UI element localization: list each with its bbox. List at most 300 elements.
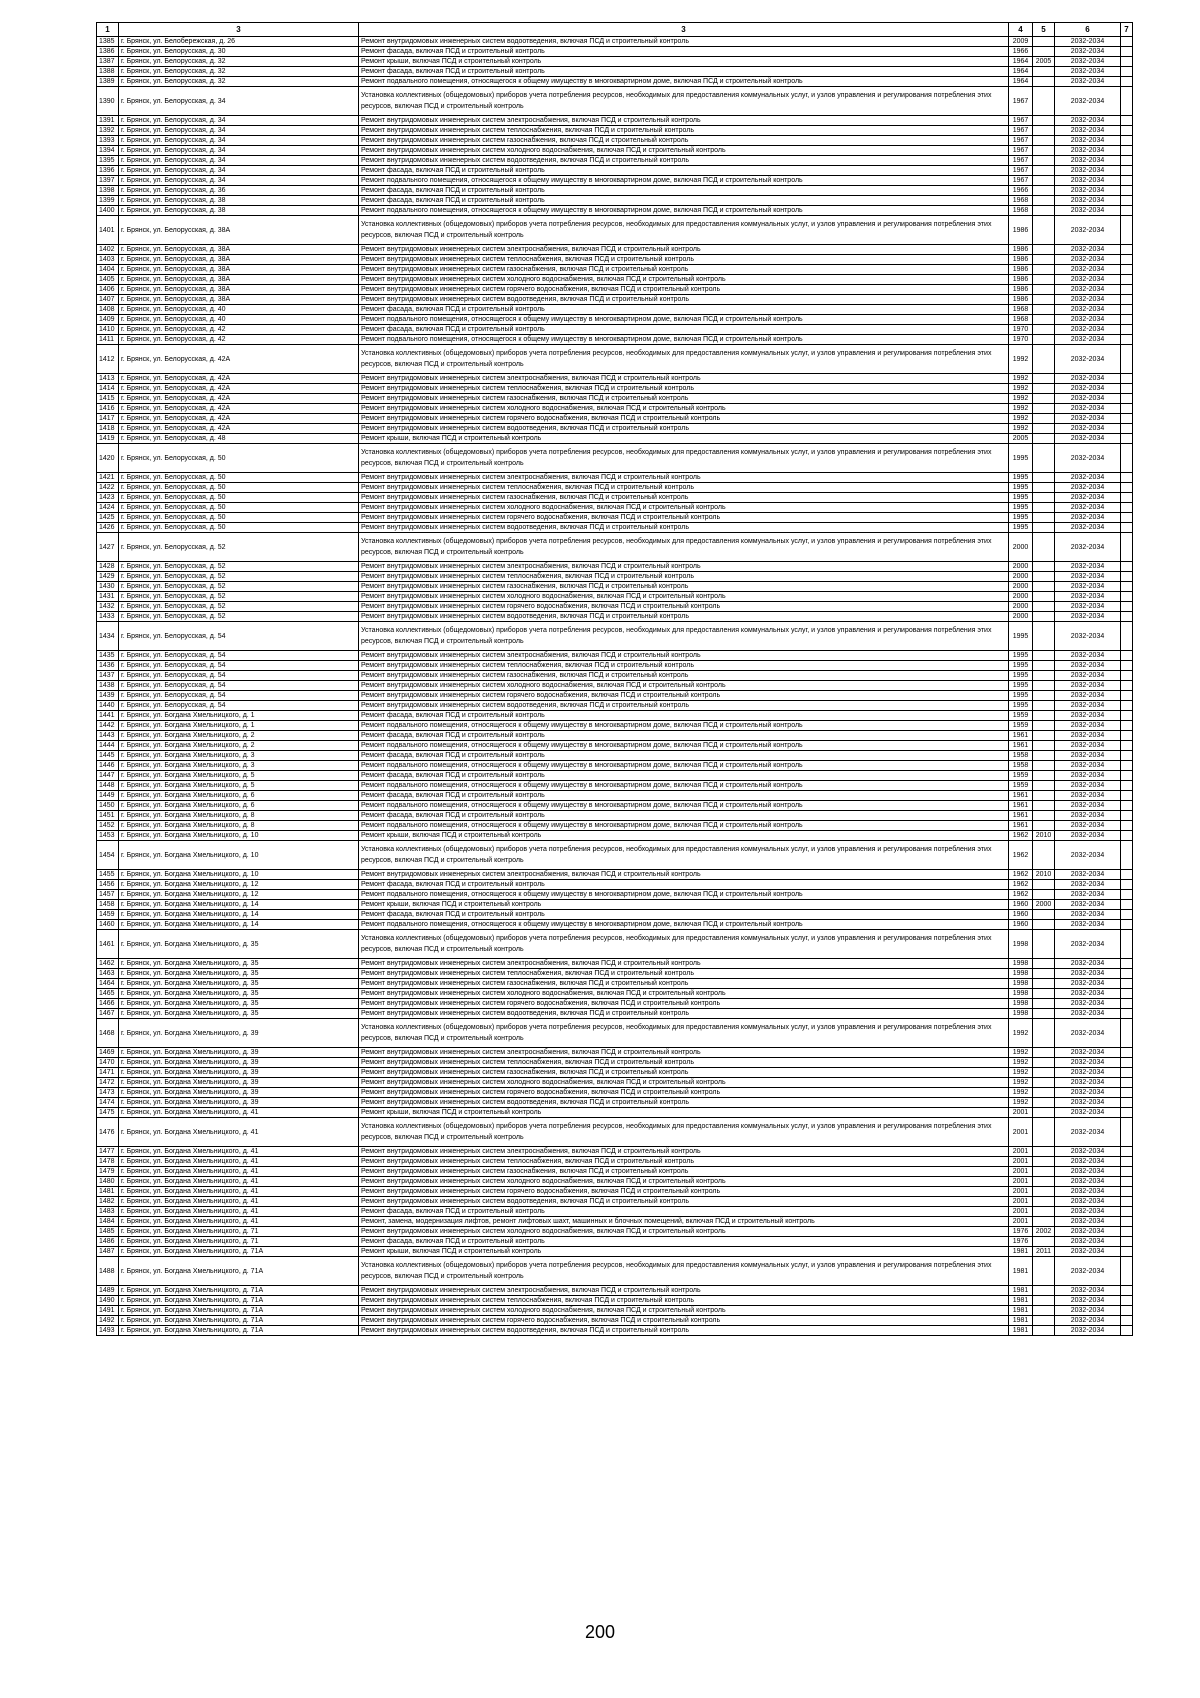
- year-built-cell: 1960: [1009, 910, 1033, 920]
- work-type-cell: Ремонт подвального помещения, относящегося к общему имуществу в многоквартирном доме, включая ПСД и строительный контроль: [359, 741, 1009, 751]
- extra-cell: [1121, 245, 1133, 255]
- address-cell: г. Брянск, ул. Богдана Хмельницкого, д. 35: [119, 969, 359, 979]
- work-type-cell: Ремонт внутридомовых инженерных систем теплоснабжения, включая ПСД и строительный контроль: [359, 969, 1009, 979]
- table-row: [97, 1048, 1133, 1058]
- address-cell: г. Брянск, ул. Белорусская, д. 34: [119, 87, 359, 116]
- planned-period-cell: 2032-2034: [1055, 513, 1121, 523]
- table-row: [97, 57, 1133, 67]
- planned-period-cell: 2032-2034: [1055, 681, 1121, 691]
- extra-cell: [1121, 404, 1133, 414]
- year-last-repair-cell: [1033, 612, 1055, 622]
- table-row: [97, 841, 1133, 870]
- extra-cell: [1121, 870, 1133, 880]
- row-number-cell: 1471: [97, 1068, 119, 1078]
- planned-period-cell: 2032-2034: [1055, 116, 1121, 126]
- row-number-cell: 1412: [97, 345, 119, 374]
- year-built-cell: 2001: [1009, 1167, 1033, 1177]
- table-row: [97, 47, 1133, 57]
- planned-period-cell: 2032-2034: [1055, 156, 1121, 166]
- row-number-cell: 1396: [97, 166, 119, 176]
- address-cell: г. Брянск, ул. Белорусская, д. 38А: [119, 265, 359, 275]
- year-built-cell: 1998: [1009, 989, 1033, 999]
- year-built-cell: 1961: [1009, 811, 1033, 821]
- year-last-repair-cell: [1033, 711, 1055, 721]
- row-number-cell: 1455: [97, 870, 119, 880]
- planned-period-cell: 2032-2034: [1055, 1247, 1121, 1257]
- planned-period-cell: 2032-2034: [1055, 1227, 1121, 1237]
- row-number-cell: 1433: [97, 612, 119, 622]
- work-type-cell: Установка коллективных (общедомовых) приборов учета потребления ресурсов, необходимых для предоставления коммунальных услуг, и узлов управления и регулирования потребления этих ресурсов, включая ПСД и строительный контроль: [359, 841, 1009, 870]
- year-built-cell: 1967: [1009, 116, 1033, 126]
- planned-period-cell: 2032-2034: [1055, 1316, 1121, 1326]
- year-last-repair-cell: [1033, 1118, 1055, 1147]
- table-row: [97, 206, 1133, 216]
- work-type-cell: Ремонт фасада, включая ПСД и строительный контроль: [359, 186, 1009, 196]
- row-number-cell: 1444: [97, 741, 119, 751]
- table-row: [97, 1078, 1133, 1088]
- year-last-repair-cell: [1033, 1048, 1055, 1058]
- year-last-repair-cell: [1033, 1108, 1055, 1118]
- year-last-repair-cell: [1033, 1296, 1055, 1306]
- planned-period-cell: 2032-2034: [1055, 394, 1121, 404]
- year-built-cell: 1992: [1009, 394, 1033, 404]
- address-cell: г. Брянск, ул. Богдана Хмельницкого, д. 71А: [119, 1286, 359, 1296]
- table-row: [97, 1286, 1133, 1296]
- year-last-repair-cell: [1033, 493, 1055, 503]
- extra-cell: [1121, 136, 1133, 146]
- year-built-cell: 1992: [1009, 1068, 1033, 1078]
- address-cell: г. Брянск, ул. Белорусская, д. 42А: [119, 394, 359, 404]
- table-row: [97, 612, 1133, 622]
- year-built-cell: 1995: [1009, 681, 1033, 691]
- address-cell: г. Брянск, ул. Богдана Хмельницкого, д. 12: [119, 890, 359, 900]
- table-row: [97, 1316, 1133, 1326]
- year-last-repair-cell: [1033, 384, 1055, 394]
- table-row: [97, 761, 1133, 771]
- planned-period-cell: 2032-2034: [1055, 1167, 1121, 1177]
- row-number-cell: 1385: [97, 37, 119, 47]
- year-last-repair-cell: [1033, 77, 1055, 87]
- address-cell: г. Брянск, ул. Белорусская, д. 52: [119, 562, 359, 572]
- address-cell: г. Брянск, ул. Богдана Хмельницкого, д. 8: [119, 821, 359, 831]
- planned-period-cell: 2032-2034: [1055, 176, 1121, 186]
- year-last-repair-cell: [1033, 394, 1055, 404]
- row-number-cell: 1457: [97, 890, 119, 900]
- planned-period-cell: 2032-2034: [1055, 989, 1121, 999]
- year-built-cell: 2001: [1009, 1118, 1033, 1147]
- year-built-cell: 2000: [1009, 592, 1033, 602]
- work-type-cell: Ремонт внутридомовых инженерных систем водоотведения, включая ПСД и строительный контроль: [359, 1326, 1009, 1336]
- planned-period-cell: 2032-2034: [1055, 582, 1121, 592]
- work-type-cell: Установка коллективных (общедомовых) приборов учета потребления ресурсов, необходимых для предоставления коммунальных услуг, и узлов управления и регулирования потребления этих ресурсов, включая ПСД и строительный контроль: [359, 345, 1009, 374]
- table-row: [97, 1009, 1133, 1019]
- work-type-cell: Ремонт внутридомовых инженерных систем горячего водоснабжения, включая ПСД и строительный контроль: [359, 414, 1009, 424]
- extra-cell: [1121, 1078, 1133, 1088]
- extra-cell: [1121, 523, 1133, 533]
- work-type-cell: Ремонт внутридомовых инженерных систем водоотведения, включая ПСД и строительный контроль: [359, 612, 1009, 622]
- planned-period-cell: 2032-2034: [1055, 930, 1121, 959]
- table-row: [97, 1068, 1133, 1078]
- work-type-cell: Ремонт внутридомовых инженерных систем электроснабжения, включая ПСД и строительный контроль: [359, 1147, 1009, 1157]
- year-last-repair-cell: [1033, 801, 1055, 811]
- planned-period-cell: 2032-2034: [1055, 1197, 1121, 1207]
- row-number-cell: 1469: [97, 1048, 119, 1058]
- planned-period-cell: 2032-2034: [1055, 295, 1121, 305]
- planned-period-cell: 2032-2034: [1055, 1118, 1121, 1147]
- year-built-cell: 2001: [1009, 1177, 1033, 1187]
- year-built-cell: 2000: [1009, 572, 1033, 582]
- address-cell: г. Брянск, ул. Богдана Хмельницкого, д. 41: [119, 1177, 359, 1187]
- address-cell: г. Брянск, ул. Богдана Хмельницкого, д. 14: [119, 920, 359, 930]
- row-number-cell: 1466: [97, 999, 119, 1009]
- extra-cell: [1121, 424, 1133, 434]
- address-cell: г. Брянск, ул. Белорусская, д. 50: [119, 473, 359, 483]
- row-number-cell: 1405: [97, 275, 119, 285]
- row-number-cell: 1460: [97, 920, 119, 930]
- planned-period-cell: 2032-2034: [1055, 592, 1121, 602]
- table-row: [97, 1098, 1133, 1108]
- work-type-cell: Ремонт подвального помещения, относящегося к общему имуществу в многоквартирном доме, включая ПСД и строительный контроль: [359, 315, 1009, 325]
- planned-period-cell: 2032-2034: [1055, 57, 1121, 67]
- year-last-repair-cell: [1033, 1286, 1055, 1296]
- extra-cell: [1121, 305, 1133, 315]
- address-cell: г. Брянск, ул. Белорусская, д. 54: [119, 661, 359, 671]
- planned-period-cell: 2032-2034: [1055, 791, 1121, 801]
- planned-period-cell: 2032-2034: [1055, 1217, 1121, 1227]
- year-built-cell: 1962: [1009, 880, 1033, 890]
- address-cell: г. Брянск, ул. Белорусская, д. 38А: [119, 216, 359, 245]
- year-last-repair-cell: [1033, 156, 1055, 166]
- table-row: [97, 811, 1133, 821]
- year-built-cell: 1995: [1009, 523, 1033, 533]
- work-type-cell: Ремонт фасада, включая ПСД и строительный контроль: [359, 325, 1009, 335]
- work-type-cell: Ремонт фасада, включая ПСД и строительный контроль: [359, 1207, 1009, 1217]
- year-built-cell: 1981: [1009, 1247, 1033, 1257]
- row-number-cell: 1492: [97, 1316, 119, 1326]
- extra-cell: [1121, 126, 1133, 136]
- work-type-cell: Ремонт подвального помещения, относящегося к общему имуществу в многоквартирном доме, включая ПСД и строительный контроль: [359, 77, 1009, 87]
- work-type-cell: Ремонт внутридомовых инженерных систем газоснабжения, включая ПСД и строительный контроль: [359, 671, 1009, 681]
- year-built-cell: 1970: [1009, 335, 1033, 345]
- planned-period-cell: 2032-2034: [1055, 622, 1121, 651]
- planned-period-cell: 2032-2034: [1055, 265, 1121, 275]
- address-cell: г. Брянск, ул. Белорусская, д. 34: [119, 176, 359, 186]
- extra-cell: [1121, 434, 1133, 444]
- year-last-repair-cell: [1033, 473, 1055, 483]
- row-number-cell: 1389: [97, 77, 119, 87]
- year-built-cell: 1967: [1009, 126, 1033, 136]
- work-type-cell: Ремонт внутридомовых инженерных систем водоотведения, включая ПСД и строительный контроль: [359, 37, 1009, 47]
- table-row: [97, 493, 1133, 503]
- planned-period-cell: 2032-2034: [1055, 562, 1121, 572]
- table-row: [97, 910, 1133, 920]
- row-number-cell: 1420: [97, 444, 119, 473]
- year-last-repair-cell: 2005: [1033, 57, 1055, 67]
- row-number-cell: 1489: [97, 1286, 119, 1296]
- extra-cell: [1121, 216, 1133, 245]
- planned-period-cell: 2032-2034: [1055, 483, 1121, 493]
- extra-cell: [1121, 394, 1133, 404]
- extra-cell: [1121, 47, 1133, 57]
- year-last-repair-cell: [1033, 920, 1055, 930]
- address-cell: г. Брянск, ул. Белорусская, д. 50: [119, 493, 359, 503]
- work-type-cell: Ремонт внутридомовых инженерных систем водоотведения, включая ПСД и строительный контроль: [359, 1009, 1009, 1019]
- year-last-repair-cell: [1033, 116, 1055, 126]
- year-built-cell: 1995: [1009, 691, 1033, 701]
- work-type-cell: Установка коллективных (общедомовых) приборов учета потребления ресурсов, необходимых для предоставления коммунальных услуг, и узлов управления и регулирования потребления этих ресурсов, включая ПСД и строительный контроль: [359, 444, 1009, 473]
- planned-period-cell: 2032-2034: [1055, 969, 1121, 979]
- row-number-cell: 1451: [97, 811, 119, 821]
- row-number-cell: 1485: [97, 1227, 119, 1237]
- planned-period-cell: 2032-2034: [1055, 751, 1121, 761]
- extra-cell: [1121, 37, 1133, 47]
- planned-period-cell: 2032-2034: [1055, 999, 1121, 1009]
- year-last-repair-cell: [1033, 1187, 1055, 1197]
- address-cell: г. Брянск, ул. Богдана Хмельницкого, д. 35: [119, 1009, 359, 1019]
- address-cell: г. Брянск, ул. Белобережская, д. 26: [119, 37, 359, 47]
- year-built-cell: 1992: [1009, 1019, 1033, 1048]
- work-type-cell: Ремонт подвального помещения, относящегося к общему имуществу в многоквартирном доме, включая ПСД и строительный контроль: [359, 890, 1009, 900]
- table-row: [97, 880, 1133, 890]
- work-type-cell: Ремонт внутридомовых инженерных систем электроснабжения, включая ПСД и строительный контроль: [359, 562, 1009, 572]
- work-type-cell: Ремонт подвального помещения, относящегося к общему имуществу в многоквартирном доме, включая ПСД и строительный контроль: [359, 206, 1009, 216]
- year-built-cell: 1960: [1009, 920, 1033, 930]
- table-row: [97, 1257, 1133, 1286]
- year-built-cell: 1992: [1009, 414, 1033, 424]
- table-row: [97, 1247, 1133, 1257]
- year-last-repair-cell: [1033, 651, 1055, 661]
- year-built-cell: 1986: [1009, 216, 1033, 245]
- work-type-cell: Ремонт внутридомовых инженерных систем холодного водоснабжения, включая ПСД и строительный контроль: [359, 404, 1009, 414]
- year-last-repair-cell: [1033, 1177, 1055, 1187]
- table-row: [97, 37, 1133, 47]
- address-cell: г. Брянск, ул. Богдана Хмельницкого, д. 10: [119, 841, 359, 870]
- year-built-cell: 1961: [1009, 741, 1033, 751]
- planned-period-cell: 2032-2034: [1055, 890, 1121, 900]
- address-cell: г. Брянск, ул. Богдана Хмельницкого, д. 41: [119, 1197, 359, 1207]
- planned-period-cell: 2032-2034: [1055, 831, 1121, 841]
- work-type-cell: Ремонт внутридомовых инженерных систем горячего водоснабжения, включая ПСД и строительный контроль: [359, 513, 1009, 523]
- address-cell: г. Брянск, ул. Богдана Хмельницкого, д. 12: [119, 880, 359, 890]
- table-row: [97, 592, 1133, 602]
- work-type-cell: Ремонт внутридомовых инженерных систем теплоснабжения, включая ПСД и строительный контроль: [359, 1296, 1009, 1306]
- planned-period-cell: 2032-2034: [1055, 691, 1121, 701]
- row-number-cell: 1463: [97, 969, 119, 979]
- address-cell: г. Брянск, ул. Белорусская, д. 40: [119, 305, 359, 315]
- row-number-cell: 1394: [97, 146, 119, 156]
- planned-period-cell: 2032-2034: [1055, 1108, 1121, 1118]
- year-built-cell: 1970: [1009, 325, 1033, 335]
- table-row: [97, 404, 1133, 414]
- extra-cell: [1121, 1019, 1133, 1048]
- year-last-repair-cell: [1033, 285, 1055, 295]
- row-number-cell: 1474: [97, 1098, 119, 1108]
- row-number-cell: 1454: [97, 841, 119, 870]
- year-built-cell: 2000: [1009, 582, 1033, 592]
- table-row: [97, 1237, 1133, 1247]
- address-cell: г. Брянск, ул. Белорусская, д. 50: [119, 483, 359, 493]
- planned-period-cell: 2032-2034: [1055, 612, 1121, 622]
- year-built-cell: 1981: [1009, 1326, 1033, 1336]
- extra-cell: [1121, 741, 1133, 751]
- year-built-cell: 1968: [1009, 305, 1033, 315]
- planned-period-cell: 2032-2034: [1055, 572, 1121, 582]
- year-built-cell: 1962: [1009, 890, 1033, 900]
- planned-period-cell: 2032-2034: [1055, 1058, 1121, 1068]
- planned-period-cell: 2032-2034: [1055, 315, 1121, 325]
- extra-cell: [1121, 533, 1133, 562]
- extra-cell: [1121, 959, 1133, 969]
- year-last-repair-cell: [1033, 295, 1055, 305]
- planned-period-cell: 2032-2034: [1055, 1019, 1121, 1048]
- work-type-cell: Ремонт внутридомовых инженерных систем водоотведения, включая ПСД и строительный контроль: [359, 1098, 1009, 1108]
- work-type-cell: Ремонт крыши, включая ПСД и строительный контроль: [359, 57, 1009, 67]
- extra-cell: [1121, 731, 1133, 741]
- row-number-cell: 1484: [97, 1217, 119, 1227]
- work-type-cell: Ремонт внутридомовых инженерных систем газоснабжения, включая ПСД и строительный контроль: [359, 582, 1009, 592]
- year-built-cell: 1962: [1009, 870, 1033, 880]
- header-cell-number: 1: [97, 23, 119, 37]
- row-number-cell: 1409: [97, 315, 119, 325]
- planned-period-cell: 2032-2034: [1055, 444, 1121, 473]
- row-number-cell: 1416: [97, 404, 119, 414]
- row-number-cell: 1458: [97, 900, 119, 910]
- planned-period-cell: 2032-2034: [1055, 1147, 1121, 1157]
- table-row: [97, 969, 1133, 979]
- work-type-cell: Ремонт крыши, включая ПСД и строительный контроль: [359, 434, 1009, 444]
- planned-period-cell: 2032-2034: [1055, 414, 1121, 424]
- row-number-cell: 1477: [97, 1147, 119, 1157]
- table-row: [97, 1147, 1133, 1157]
- table-row: [97, 920, 1133, 930]
- work-type-cell: Ремонт внутридомовых инженерных систем электроснабжения, включая ПСД и строительный контроль: [359, 651, 1009, 661]
- year-built-cell: 1959: [1009, 781, 1033, 791]
- table-row: [97, 1227, 1133, 1237]
- extra-cell: [1121, 841, 1133, 870]
- row-number-cell: 1445: [97, 751, 119, 761]
- table-row: [97, 424, 1133, 434]
- address-cell: г. Брянск, ул. Богдана Хмельницкого, д. 2: [119, 731, 359, 741]
- table-row: [97, 245, 1133, 255]
- address-cell: г. Брянск, ул. Богдана Хмельницкого, д. 14: [119, 900, 359, 910]
- extra-cell: [1121, 781, 1133, 791]
- work-type-cell: Установка коллективных (общедомовых) приборов учета потребления ресурсов, необходимых для предоставления коммунальных услуг, и узлов управления и регулирования потребления этих ресурсов, включая ПСД и строительный контроль: [359, 622, 1009, 651]
- work-type-cell: Ремонт, замена, модернизация лифтов, ремонт лифтовых шахт, машинных и блочных помещений, включая ПСД и строительный контроль: [359, 1217, 1009, 1227]
- header-row: [97, 23, 1133, 37]
- row-number-cell: 1429: [97, 572, 119, 582]
- address-cell: г. Брянск, ул. Белорусская, д. 50: [119, 444, 359, 473]
- address-cell: г. Брянск, ул. Богдана Хмельницкого, д. 41: [119, 1147, 359, 1157]
- row-number-cell: 1397: [97, 176, 119, 186]
- extra-cell: [1121, 661, 1133, 671]
- planned-period-cell: 2032-2034: [1055, 374, 1121, 384]
- year-built-cell: 2001: [1009, 1157, 1033, 1167]
- work-type-cell: Ремонт внутридомовых инженерных систем электроснабжения, включая ПСД и строительный контроль: [359, 374, 1009, 384]
- address-cell: г. Брянск, ул. Богдана Хмельницкого, д. 1: [119, 721, 359, 731]
- year-built-cell: 1981: [1009, 1286, 1033, 1296]
- work-type-cell: Ремонт внутридомовых инженерных систем горячего водоснабжения, включая ПСД и строительный контроль: [359, 285, 1009, 295]
- extra-cell: [1121, 285, 1133, 295]
- work-type-cell: Ремонт фасада, включая ПСД и строительный контроль: [359, 711, 1009, 721]
- year-last-repair-cell: [1033, 821, 1055, 831]
- table-row: [97, 711, 1133, 721]
- year-last-repair-cell: [1033, 335, 1055, 345]
- extra-cell: [1121, 1197, 1133, 1207]
- planned-period-cell: 2032-2034: [1055, 781, 1121, 791]
- table-row: [97, 721, 1133, 731]
- work-type-cell: Ремонт фасада, включая ПСД и строительный контроль: [359, 305, 1009, 315]
- address-cell: г. Брянск, ул. Богдана Хмельницкого, д. 41: [119, 1167, 359, 1177]
- table-row: [97, 503, 1133, 513]
- year-last-repair-cell: [1033, 503, 1055, 513]
- table-row: [97, 1019, 1133, 1048]
- planned-period-cell: 2032-2034: [1055, 47, 1121, 57]
- year-last-repair-cell: [1033, 999, 1055, 1009]
- year-built-cell: 2000: [1009, 562, 1033, 572]
- year-built-cell: 2001: [1009, 1108, 1033, 1118]
- address-cell: г. Брянск, ул. Богдана Хмельницкого, д. 39: [119, 1048, 359, 1058]
- row-number-cell: 1395: [97, 156, 119, 166]
- table-row: [97, 87, 1133, 116]
- year-last-repair-cell: [1033, 989, 1055, 999]
- year-last-repair-cell: [1033, 245, 1055, 255]
- address-cell: г. Брянск, ул. Богдана Хмельницкого, д. 6: [119, 791, 359, 801]
- work-type-cell: Ремонт фасада, включая ПСД и строительный контроль: [359, 880, 1009, 890]
- planned-period-cell: 2032-2034: [1055, 731, 1121, 741]
- year-built-cell: 1959: [1009, 771, 1033, 781]
- work-type-cell: Ремонт внутридомовых инженерных систем теплоснабжения, включая ПСД и строительный контроль: [359, 255, 1009, 265]
- work-type-cell: Ремонт внутридомовых инженерных систем горячего водоснабжения, включая ПСД и строительный контроль: [359, 1187, 1009, 1197]
- work-type-cell: Ремонт подвального помещения, относящегося к общему имуществу в многоквартирном доме, включая ПСД и строительный контроль: [359, 920, 1009, 930]
- year-built-cell: 2001: [1009, 1217, 1033, 1227]
- row-number-cell: 1480: [97, 1177, 119, 1187]
- table-row: [97, 265, 1133, 275]
- address-cell: г. Брянск, ул. Богдана Хмельницкого, д. 35: [119, 999, 359, 1009]
- row-number-cell: 1475: [97, 1108, 119, 1118]
- address-cell: г. Брянск, ул. Белорусская, д. 54: [119, 671, 359, 681]
- table-row: [97, 771, 1133, 781]
- year-last-repair-cell: [1033, 741, 1055, 751]
- extra-cell: [1121, 57, 1133, 67]
- year-built-cell: 1995: [1009, 651, 1033, 661]
- address-cell: г. Брянск, ул. Богдана Хмельницкого, д. 39: [119, 1078, 359, 1088]
- table-row: [97, 959, 1133, 969]
- row-number-cell: 1437: [97, 671, 119, 681]
- address-cell: г. Брянск, ул. Белорусская, д. 42А: [119, 345, 359, 374]
- work-type-cell: Ремонт внутридомовых инженерных систем водоотведения, включая ПСД и строительный контроль: [359, 424, 1009, 434]
- table-row: [97, 1217, 1133, 1227]
- work-type-cell: Ремонт внутридомовых инженерных систем теплоснабжения, включая ПСД и строительный контроль: [359, 1157, 1009, 1167]
- year-last-repair-cell: [1033, 562, 1055, 572]
- table-row: [97, 325, 1133, 335]
- row-number-cell: 1479: [97, 1167, 119, 1177]
- year-built-cell: 1967: [1009, 176, 1033, 186]
- row-number-cell: 1423: [97, 493, 119, 503]
- year-last-repair-cell: [1033, 1306, 1055, 1316]
- address-cell: г. Брянск, ул. Белорусская, д. 32: [119, 67, 359, 77]
- planned-period-cell: 2032-2034: [1055, 305, 1121, 315]
- row-number-cell: 1402: [97, 245, 119, 255]
- row-number-cell: 1493: [97, 1326, 119, 1336]
- year-last-repair-cell: [1033, 592, 1055, 602]
- year-built-cell: 1992: [1009, 404, 1033, 414]
- extra-cell: [1121, 384, 1133, 394]
- row-number-cell: 1432: [97, 602, 119, 612]
- row-number-cell: 1407: [97, 295, 119, 305]
- address-cell: г. Брянск, ул. Богдана Хмельницкого, д. 71А: [119, 1247, 359, 1257]
- work-type-cell: Ремонт внутридомовых инженерных систем водоотведения, включая ПСД и строительный контроль: [359, 701, 1009, 711]
- work-type-cell: Ремонт внутридомовых инженерных систем газоснабжения, включая ПСД и строительный контроль: [359, 493, 1009, 503]
